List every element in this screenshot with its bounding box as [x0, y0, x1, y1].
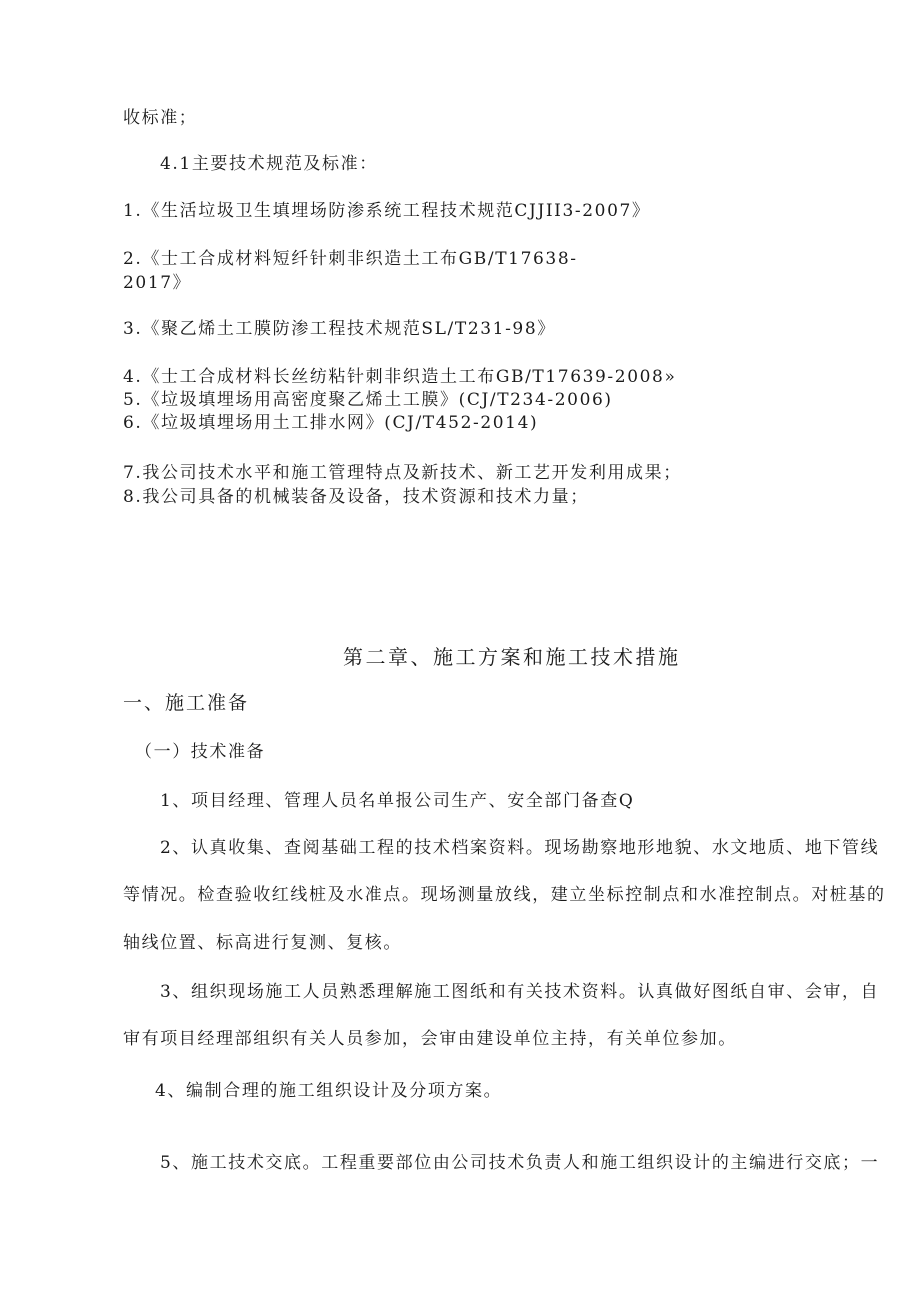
standard-item-3: 3.《聚乙烯土工膜防渗工程技术规范SL/T231-98》	[123, 319, 556, 339]
continuation-text: 收标准；	[123, 108, 198, 128]
standard-item-8: 8.我公司具备的机械装备及设备，技术资源和技术力量；	[123, 487, 589, 507]
paragraph-2-line-1: 2、认真收集、查阅基础工程的技术档案资料。现场勘察地形地貌、水文地质、地下管线	[160, 838, 880, 858]
subsection-label: （一）技术准备	[135, 742, 266, 762]
paragraph-2-line-3: 轴线位置、标高进行复测、复核。	[123, 933, 402, 953]
standard-item-2: 2.《士工合成材料短纤针刺非织造土工布GB/T17638-	[123, 249, 578, 269]
standard-item-4: 4.《士工合成材料长丝纺粘针刺非织造土工布GB/T17639-2008»	[123, 367, 677, 387]
paragraph-3-line-1: 3、组织现场施工人员熟悉理解施工图纸和有关技术资料。认真做好图纸自审、会审，自	[160, 982, 880, 1002]
paragraph-4: 4、编制合理的施工组织设计及分项方案。	[155, 1081, 503, 1101]
standard-item-1: 1.《生活垃圾卫生填埋场防渗系统工程技术规范CJJII3-2007》	[123, 201, 651, 221]
paragraph-5: 5、施工技术交底。工程重要部位由公司技术负责人和施工组织设计的主编进行交底；一	[160, 1153, 880, 1173]
subsection-title: 4.1主要技术规范及标准：	[160, 154, 378, 174]
paragraph-3-line-2: 审有项目经理部组织有关人员参加，会审由建设单位主持，有关单位参加。	[123, 1029, 737, 1049]
standard-item-5: 5.《垃圾填埋场用高密度聚乙烯土工膜》(CJ/T234-2006)	[123, 390, 613, 410]
paragraph-2-line-2: 等情况。检查验收红线桩及水准点。现场测量放线，建立坐标控制点和水准控制点。对桩基的	[123, 885, 886, 905]
standard-item-7: 7.我公司技术水平和施工管理特点及新技术、新工艺开发利用成果；	[123, 463, 682, 483]
section-title: 一、施工准备	[123, 692, 250, 714]
paragraph-1: 1、项目经理、管理人员名单报公司生产、安全部门备查Q	[160, 791, 635, 811]
standard-item-6: 6.《垃圾填埋场用土工排水网》(CJ/T452-2014)	[123, 413, 539, 433]
chapter-title: 第二章、施工方案和施工技术措施	[343, 645, 681, 669]
standard-item-2-continuation: 2017》	[123, 273, 192, 293]
